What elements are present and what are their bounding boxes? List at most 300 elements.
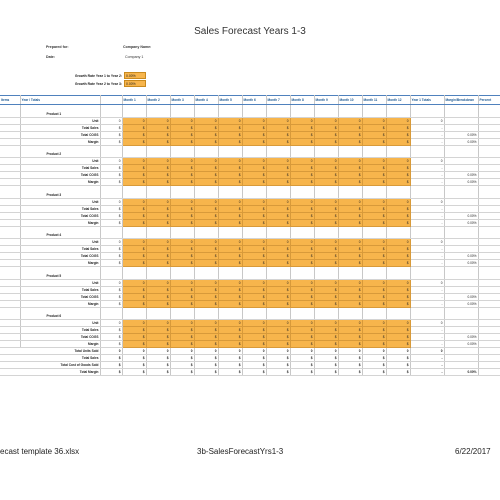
input-cell[interactable]: $ bbox=[122, 334, 146, 341]
input-cell[interactable]: $ bbox=[362, 172, 386, 179]
input-cell[interactable]: 0 bbox=[122, 239, 146, 246]
input-cell[interactable]: 0 bbox=[314, 239, 338, 246]
input-cell[interactable]: $ bbox=[338, 131, 362, 138]
input-cell[interactable]: 0 bbox=[362, 239, 386, 246]
input-cell[interactable]: $ bbox=[218, 124, 242, 131]
input-cell[interactable]: $ bbox=[266, 300, 290, 307]
input-cell[interactable]: $ bbox=[290, 124, 314, 131]
input-cell[interactable]: $ bbox=[386, 327, 410, 334]
input-cell[interactable]: $ bbox=[338, 260, 362, 267]
input-cell[interactable]: $ bbox=[314, 246, 338, 253]
input-cell[interactable]: $ bbox=[146, 131, 170, 138]
input-cell[interactable]: $ bbox=[218, 260, 242, 267]
input-cell[interactable]: $ bbox=[290, 286, 314, 293]
input-cell[interactable]: 0 bbox=[386, 117, 410, 124]
input-cell[interactable]: $ bbox=[122, 253, 146, 260]
input-cell[interactable]: $ bbox=[338, 253, 362, 260]
input-cell[interactable]: 0 bbox=[146, 239, 170, 246]
input-cell[interactable]: $ bbox=[266, 246, 290, 253]
input-cell[interactable]: $ bbox=[122, 293, 146, 300]
input-cell[interactable]: $ bbox=[242, 253, 266, 260]
input-cell[interactable]: $ bbox=[218, 205, 242, 212]
growth-rate-input[interactable]: 0.00% bbox=[124, 72, 146, 79]
input-cell[interactable]: 0 bbox=[122, 198, 146, 205]
input-cell[interactable]: 0 bbox=[242, 279, 266, 286]
input-cell[interactable]: 0 bbox=[338, 117, 362, 124]
input-cell[interactable]: $ bbox=[242, 212, 266, 219]
input-cell[interactable]: $ bbox=[266, 219, 290, 226]
input-cell[interactable]: $ bbox=[266, 286, 290, 293]
input-cell[interactable]: $ bbox=[170, 300, 194, 307]
input-cell[interactable]: $ bbox=[290, 212, 314, 219]
input-cell[interactable]: $ bbox=[338, 334, 362, 341]
input-cell[interactable]: $ bbox=[362, 253, 386, 260]
product-name: Product 6 bbox=[20, 313, 100, 320]
input-cell[interactable]: 0 bbox=[218, 117, 242, 124]
input-cell[interactable]: 0 bbox=[146, 198, 170, 205]
input-cell[interactable]: $ bbox=[314, 327, 338, 334]
input-cell[interactable]: $ bbox=[242, 300, 266, 307]
input-cell[interactable]: $ bbox=[362, 286, 386, 293]
input-cell[interactable]: $ bbox=[338, 212, 362, 219]
input-cell[interactable]: $ bbox=[122, 172, 146, 179]
input-cell[interactable]: $ bbox=[338, 205, 362, 212]
input-cell[interactable]: $ bbox=[362, 138, 386, 145]
input-cell[interactable]: 0 bbox=[170, 158, 194, 165]
input-cell[interactable]: $ bbox=[146, 327, 170, 334]
input-cell[interactable]: $ bbox=[122, 212, 146, 219]
input-cell[interactable]: $ bbox=[290, 131, 314, 138]
input-cell[interactable]: $ bbox=[146, 246, 170, 253]
input-cell[interactable]: $ bbox=[122, 124, 146, 131]
input-cell[interactable]: $ bbox=[122, 300, 146, 307]
input-cell[interactable]: $ bbox=[386, 131, 410, 138]
input-cell[interactable]: $ bbox=[170, 327, 194, 334]
input-cell[interactable]: $ bbox=[242, 286, 266, 293]
input-cell[interactable]: $ bbox=[146, 172, 170, 179]
input-cell[interactable]: $ bbox=[146, 124, 170, 131]
input-cell[interactable]: 0 bbox=[386, 320, 410, 327]
input-cell[interactable]: $ bbox=[194, 253, 218, 260]
input-cell[interactable]: $ bbox=[146, 179, 170, 186]
input-cell[interactable]: $ bbox=[386, 253, 410, 260]
table-cell bbox=[478, 179, 500, 186]
input-cell[interactable]: $ bbox=[242, 260, 266, 267]
input-cell[interactable]: $ bbox=[266, 179, 290, 186]
input-cell[interactable]: $ bbox=[122, 165, 146, 172]
input-cell[interactable]: $ bbox=[122, 327, 146, 334]
input-cell[interactable]: $ bbox=[386, 341, 410, 348]
input-cell[interactable]: $ bbox=[386, 260, 410, 267]
input-cell[interactable]: 0 bbox=[314, 117, 338, 124]
input-cell[interactable]: 0 bbox=[194, 158, 218, 165]
input-cell[interactable]: $ bbox=[242, 327, 266, 334]
input-cell[interactable]: $ bbox=[122, 131, 146, 138]
input-cell[interactable]: $ bbox=[266, 260, 290, 267]
input-cell[interactable]: $ bbox=[218, 246, 242, 253]
input-cell[interactable]: $ bbox=[170, 124, 194, 131]
input-cell[interactable]: $ bbox=[170, 341, 194, 348]
input-cell[interactable]: $ bbox=[266, 124, 290, 131]
input-cell[interactable]: 0 bbox=[362, 158, 386, 165]
input-cell[interactable]: 0 bbox=[362, 198, 386, 205]
input-cell[interactable]: $ bbox=[146, 219, 170, 226]
input-cell[interactable]: $ bbox=[314, 286, 338, 293]
column-header: Month 12 bbox=[386, 96, 410, 105]
input-cell[interactable]: $ bbox=[314, 219, 338, 226]
input-cell[interactable]: $ bbox=[386, 179, 410, 186]
input-cell[interactable]: $ bbox=[218, 165, 242, 172]
input-cell[interactable]: $ bbox=[290, 219, 314, 226]
input-cell[interactable]: $ bbox=[170, 205, 194, 212]
input-cell[interactable]: $ bbox=[170, 172, 194, 179]
input-cell[interactable]: $ bbox=[338, 286, 362, 293]
input-cell[interactable]: $ bbox=[386, 219, 410, 226]
input-cell[interactable]: $ bbox=[218, 293, 242, 300]
input-cell[interactable]: $ bbox=[314, 172, 338, 179]
input-cell[interactable]: $ bbox=[314, 205, 338, 212]
input-cell[interactable]: $ bbox=[146, 341, 170, 348]
input-cell[interactable]: $ bbox=[170, 138, 194, 145]
input-cell[interactable]: $ bbox=[122, 138, 146, 145]
input-cell[interactable]: $ bbox=[386, 165, 410, 172]
input-cell[interactable]: $ bbox=[386, 212, 410, 219]
input-cell[interactable]: $ bbox=[242, 293, 266, 300]
input-cell[interactable]: 0 bbox=[194, 279, 218, 286]
input-cell[interactable]: $ bbox=[122, 286, 146, 293]
input-cell[interactable]: 0 bbox=[122, 320, 146, 327]
input-cell[interactable]: $ bbox=[242, 246, 266, 253]
input-cell[interactable]: $ bbox=[362, 219, 386, 226]
input-cell[interactable]: $ bbox=[290, 334, 314, 341]
input-cell[interactable]: 0 bbox=[218, 320, 242, 327]
input-cell[interactable]: $ bbox=[290, 246, 314, 253]
input-cell[interactable]: $ bbox=[386, 246, 410, 253]
input-cell[interactable]: 0 bbox=[314, 320, 338, 327]
input-cell[interactable]: $ bbox=[386, 205, 410, 212]
input-cell[interactable]: $ bbox=[338, 138, 362, 145]
input-cell[interactable]: $ bbox=[362, 334, 386, 341]
input-cell[interactable]: 0 bbox=[122, 117, 146, 124]
input-cell[interactable]: $ bbox=[146, 253, 170, 260]
input-cell[interactable]: 0 bbox=[242, 320, 266, 327]
input-cell[interactable]: $ bbox=[314, 124, 338, 131]
input-cell[interactable]: 0 bbox=[290, 279, 314, 286]
input-cell[interactable]: 0 bbox=[386, 198, 410, 205]
input-cell[interactable]: $ bbox=[290, 179, 314, 186]
input-cell[interactable]: $ bbox=[338, 165, 362, 172]
input-cell[interactable]: $ bbox=[362, 300, 386, 307]
input-cell[interactable]: $ bbox=[122, 260, 146, 267]
input-cell[interactable]: $ bbox=[266, 138, 290, 145]
input-cell[interactable]: $ bbox=[170, 253, 194, 260]
input-cell[interactable]: $ bbox=[290, 172, 314, 179]
input-cell[interactable]: $ bbox=[122, 179, 146, 186]
input-cell[interactable]: $ bbox=[122, 246, 146, 253]
input-cell[interactable]: 0 bbox=[146, 158, 170, 165]
growth-rate-input[interactable]: 0.00% bbox=[124, 80, 146, 87]
input-cell[interactable]: 0 bbox=[218, 279, 242, 286]
input-cell[interactable]: $ bbox=[386, 172, 410, 179]
input-cell[interactable]: $ bbox=[242, 334, 266, 341]
input-cell[interactable]: $ bbox=[194, 138, 218, 145]
input-cell[interactable]: $ bbox=[242, 138, 266, 145]
input-cell[interactable]: $ bbox=[290, 165, 314, 172]
input-cell[interactable]: $ bbox=[170, 246, 194, 253]
input-cell[interactable]: $ bbox=[218, 286, 242, 293]
input-cell[interactable]: $ bbox=[146, 138, 170, 145]
input-cell[interactable]: $ bbox=[290, 205, 314, 212]
input-cell[interactable]: $ bbox=[170, 212, 194, 219]
input-cell[interactable]: $ bbox=[362, 212, 386, 219]
input-cell[interactable]: $ bbox=[146, 205, 170, 212]
input-cell[interactable]: $ bbox=[362, 293, 386, 300]
input-cell[interactable]: 0 bbox=[266, 117, 290, 124]
input-cell[interactable]: $ bbox=[242, 179, 266, 186]
input-cell[interactable]: $ bbox=[338, 300, 362, 307]
input-cell[interactable]: $ bbox=[170, 286, 194, 293]
input-cell[interactable]: $ bbox=[122, 341, 146, 348]
input-cell[interactable]: $ bbox=[290, 341, 314, 348]
input-cell[interactable]: 0 bbox=[170, 239, 194, 246]
input-cell[interactable]: $ bbox=[314, 179, 338, 186]
input-cell[interactable]: $ bbox=[146, 260, 170, 267]
column-header: Year / Totals bbox=[20, 96, 100, 105]
input-cell[interactable]: $ bbox=[242, 205, 266, 212]
input-cell[interactable]: 0 bbox=[242, 117, 266, 124]
input-cell[interactable]: 0 bbox=[194, 198, 218, 205]
input-cell[interactable]: $ bbox=[290, 293, 314, 300]
input-cell[interactable]: $ bbox=[386, 300, 410, 307]
input-cell[interactable]: $ bbox=[242, 124, 266, 131]
input-cell[interactable]: $ bbox=[194, 205, 218, 212]
input-cell[interactable]: $ bbox=[338, 341, 362, 348]
input-cell[interactable]: $ bbox=[362, 131, 386, 138]
input-cell[interactable]: $ bbox=[194, 131, 218, 138]
input-cell[interactable]: 0 bbox=[290, 320, 314, 327]
input-cell[interactable]: $ bbox=[194, 293, 218, 300]
input-cell[interactable]: $ bbox=[314, 212, 338, 219]
input-cell[interactable]: $ bbox=[314, 293, 338, 300]
input-cell[interactable]: $ bbox=[194, 286, 218, 293]
input-cell[interactable]: $ bbox=[146, 165, 170, 172]
input-cell[interactable]: 0 bbox=[242, 158, 266, 165]
input-cell[interactable]: $ bbox=[146, 293, 170, 300]
input-cell[interactable]: $ bbox=[146, 334, 170, 341]
input-cell[interactable]: $ bbox=[242, 131, 266, 138]
input-cell[interactable]: 0 bbox=[194, 239, 218, 246]
input-cell[interactable]: $ bbox=[218, 172, 242, 179]
input-cell[interactable]: 0 bbox=[146, 320, 170, 327]
input-cell[interactable]: $ bbox=[362, 341, 386, 348]
input-cell[interactable]: $ bbox=[242, 172, 266, 179]
input-cell[interactable]: 0 bbox=[218, 198, 242, 205]
input-cell[interactable]: 0 bbox=[362, 117, 386, 124]
input-cell[interactable]: $ bbox=[266, 334, 290, 341]
input-cell[interactable]: 0 bbox=[242, 239, 266, 246]
input-cell[interactable]: $ bbox=[218, 327, 242, 334]
input-cell[interactable]: $ bbox=[266, 327, 290, 334]
input-cell[interactable]: $ bbox=[362, 327, 386, 334]
input-cell[interactable]: $ bbox=[266, 205, 290, 212]
input-cell[interactable]: $ bbox=[266, 293, 290, 300]
input-cell[interactable]: $ bbox=[194, 334, 218, 341]
input-cell[interactable]: $ bbox=[314, 253, 338, 260]
input-cell[interactable]: 0 bbox=[386, 279, 410, 286]
input-cell[interactable]: $ bbox=[194, 124, 218, 131]
input-cell[interactable]: 0 bbox=[170, 117, 194, 124]
input-cell[interactable]: $ bbox=[194, 341, 218, 348]
margin-cell bbox=[444, 198, 478, 205]
table-cell: $ bbox=[100, 355, 122, 362]
input-cell[interactable]: $ bbox=[266, 165, 290, 172]
input-cell[interactable]: 0 bbox=[362, 320, 386, 327]
input-cell[interactable]: 0 bbox=[170, 279, 194, 286]
input-cell[interactable]: $ bbox=[122, 205, 146, 212]
input-cell[interactable]: $ bbox=[314, 131, 338, 138]
input-cell[interactable]: $ bbox=[290, 300, 314, 307]
input-cell[interactable]: 0 bbox=[146, 117, 170, 124]
input-cell[interactable]: $ bbox=[218, 341, 242, 348]
table-cell bbox=[478, 260, 500, 267]
input-cell[interactable]: 0 bbox=[170, 320, 194, 327]
input-cell[interactable]: $ bbox=[338, 246, 362, 253]
input-cell[interactable]: $ bbox=[314, 300, 338, 307]
input-cell[interactable]: 0 bbox=[266, 198, 290, 205]
input-cell[interactable]: $ bbox=[218, 219, 242, 226]
input-cell[interactable]: 0 bbox=[194, 320, 218, 327]
input-cell[interactable]: $ bbox=[290, 138, 314, 145]
input-cell[interactable]: $ bbox=[194, 172, 218, 179]
input-cell[interactable]: 0 bbox=[194, 117, 218, 124]
input-cell[interactable]: $ bbox=[218, 334, 242, 341]
input-cell[interactable]: $ bbox=[194, 260, 218, 267]
input-cell[interactable]: $ bbox=[386, 293, 410, 300]
input-cell[interactable]: $ bbox=[266, 253, 290, 260]
input-cell[interactable]: $ bbox=[266, 212, 290, 219]
input-cell[interactable]: $ bbox=[362, 205, 386, 212]
input-cell[interactable]: 0 bbox=[218, 158, 242, 165]
input-cell[interactable]: $ bbox=[218, 212, 242, 219]
input-cell[interactable]: 0 bbox=[122, 158, 146, 165]
input-cell[interactable]: $ bbox=[338, 124, 362, 131]
input-cell[interactable]: 0 bbox=[266, 279, 290, 286]
input-cell[interactable]: $ bbox=[338, 179, 362, 186]
input-cell[interactable]: 0 bbox=[242, 198, 266, 205]
input-cell[interactable]: $ bbox=[314, 260, 338, 267]
input-cell[interactable]: $ bbox=[314, 138, 338, 145]
input-cell[interactable]: 0 bbox=[338, 320, 362, 327]
input-cell[interactable]: $ bbox=[362, 165, 386, 172]
input-cell[interactable]: $ bbox=[218, 138, 242, 145]
input-cell[interactable]: 0 bbox=[314, 279, 338, 286]
input-cell[interactable]: $ bbox=[194, 327, 218, 334]
input-cell[interactable]: 0 bbox=[338, 198, 362, 205]
input-cell[interactable]: $ bbox=[194, 212, 218, 219]
input-cell[interactable]: $ bbox=[386, 334, 410, 341]
input-cell[interactable]: $ bbox=[170, 179, 194, 186]
input-cell[interactable]: 0 bbox=[386, 239, 410, 246]
input-cell[interactable]: $ bbox=[266, 172, 290, 179]
input-cell[interactable]: 0 bbox=[290, 158, 314, 165]
input-cell[interactable]: $ bbox=[338, 293, 362, 300]
row-label: Total Sales bbox=[20, 327, 100, 334]
input-cell[interactable]: $ bbox=[362, 246, 386, 253]
input-cell[interactable]: 0 bbox=[314, 198, 338, 205]
year-total-cell: 0 bbox=[410, 158, 444, 165]
input-cell[interactable]: $ bbox=[146, 212, 170, 219]
input-cell[interactable]: $ bbox=[194, 179, 218, 186]
input-cell[interactable]: 0 bbox=[170, 198, 194, 205]
input-cell[interactable]: $ bbox=[362, 260, 386, 267]
input-cell[interactable]: 0 bbox=[338, 239, 362, 246]
input-cell[interactable]: $ bbox=[386, 138, 410, 145]
column-header: Items bbox=[0, 96, 20, 105]
input-cell[interactable]: 0 bbox=[314, 158, 338, 165]
input-cell[interactable]: $ bbox=[290, 260, 314, 267]
input-cell[interactable]: $ bbox=[290, 327, 314, 334]
input-cell[interactable]: $ bbox=[242, 341, 266, 348]
input-cell[interactable]: $ bbox=[338, 327, 362, 334]
input-cell[interactable]: 0 bbox=[290, 198, 314, 205]
input-cell[interactable]: $ bbox=[122, 219, 146, 226]
input-cell[interactable]: $ bbox=[242, 165, 266, 172]
input-cell[interactable]: $ bbox=[170, 334, 194, 341]
input-cell[interactable]: 0 bbox=[266, 158, 290, 165]
input-cell[interactable]: $ bbox=[314, 334, 338, 341]
input-cell[interactable]: 0 bbox=[362, 279, 386, 286]
input-cell[interactable]: $ bbox=[386, 286, 410, 293]
input-cell[interactable]: $ bbox=[386, 124, 410, 131]
input-cell[interactable]: $ bbox=[194, 165, 218, 172]
input-cell[interactable]: $ bbox=[266, 131, 290, 138]
input-cell[interactable]: $ bbox=[218, 253, 242, 260]
input-cell[interactable]: $ bbox=[338, 219, 362, 226]
input-cell[interactable]: $ bbox=[314, 341, 338, 348]
input-cell[interactable]: 0 bbox=[290, 117, 314, 124]
input-cell[interactable]: 0 bbox=[266, 320, 290, 327]
input-cell[interactable]: $ bbox=[362, 179, 386, 186]
input-cell[interactable]: $ bbox=[170, 131, 194, 138]
input-cell[interactable]: $ bbox=[218, 300, 242, 307]
input-cell[interactable]: $ bbox=[194, 246, 218, 253]
input-cell[interactable]: $ bbox=[266, 341, 290, 348]
input-cell[interactable]: $ bbox=[170, 293, 194, 300]
input-cell[interactable]: $ bbox=[314, 165, 338, 172]
input-cell[interactable]: 0 bbox=[146, 279, 170, 286]
input-cell[interactable]: $ bbox=[170, 165, 194, 172]
input-cell[interactable]: $ bbox=[362, 124, 386, 131]
input-cell[interactable]: 0 bbox=[338, 158, 362, 165]
input-cell[interactable]: 0 bbox=[290, 239, 314, 246]
input-cell[interactable]: $ bbox=[170, 260, 194, 267]
input-cell[interactable]: $ bbox=[194, 300, 218, 307]
input-cell[interactable]: 0 bbox=[338, 279, 362, 286]
input-cell[interactable]: 0 bbox=[122, 279, 146, 286]
input-cell[interactable]: $ bbox=[242, 219, 266, 226]
input-cell[interactable]: 0 bbox=[266, 239, 290, 246]
input-cell[interactable]: $ bbox=[146, 300, 170, 307]
input-cell[interactable]: $ bbox=[194, 219, 218, 226]
input-cell[interactable]: $ bbox=[146, 286, 170, 293]
input-cell[interactable]: 0 bbox=[386, 158, 410, 165]
input-cell[interactable]: 0 bbox=[218, 239, 242, 246]
input-cell[interactable]: $ bbox=[290, 253, 314, 260]
input-cell[interactable]: $ bbox=[218, 179, 242, 186]
input-cell[interactable]: $ bbox=[218, 131, 242, 138]
input-cell[interactable]: $ bbox=[338, 172, 362, 179]
input-cell[interactable]: $ bbox=[170, 219, 194, 226]
